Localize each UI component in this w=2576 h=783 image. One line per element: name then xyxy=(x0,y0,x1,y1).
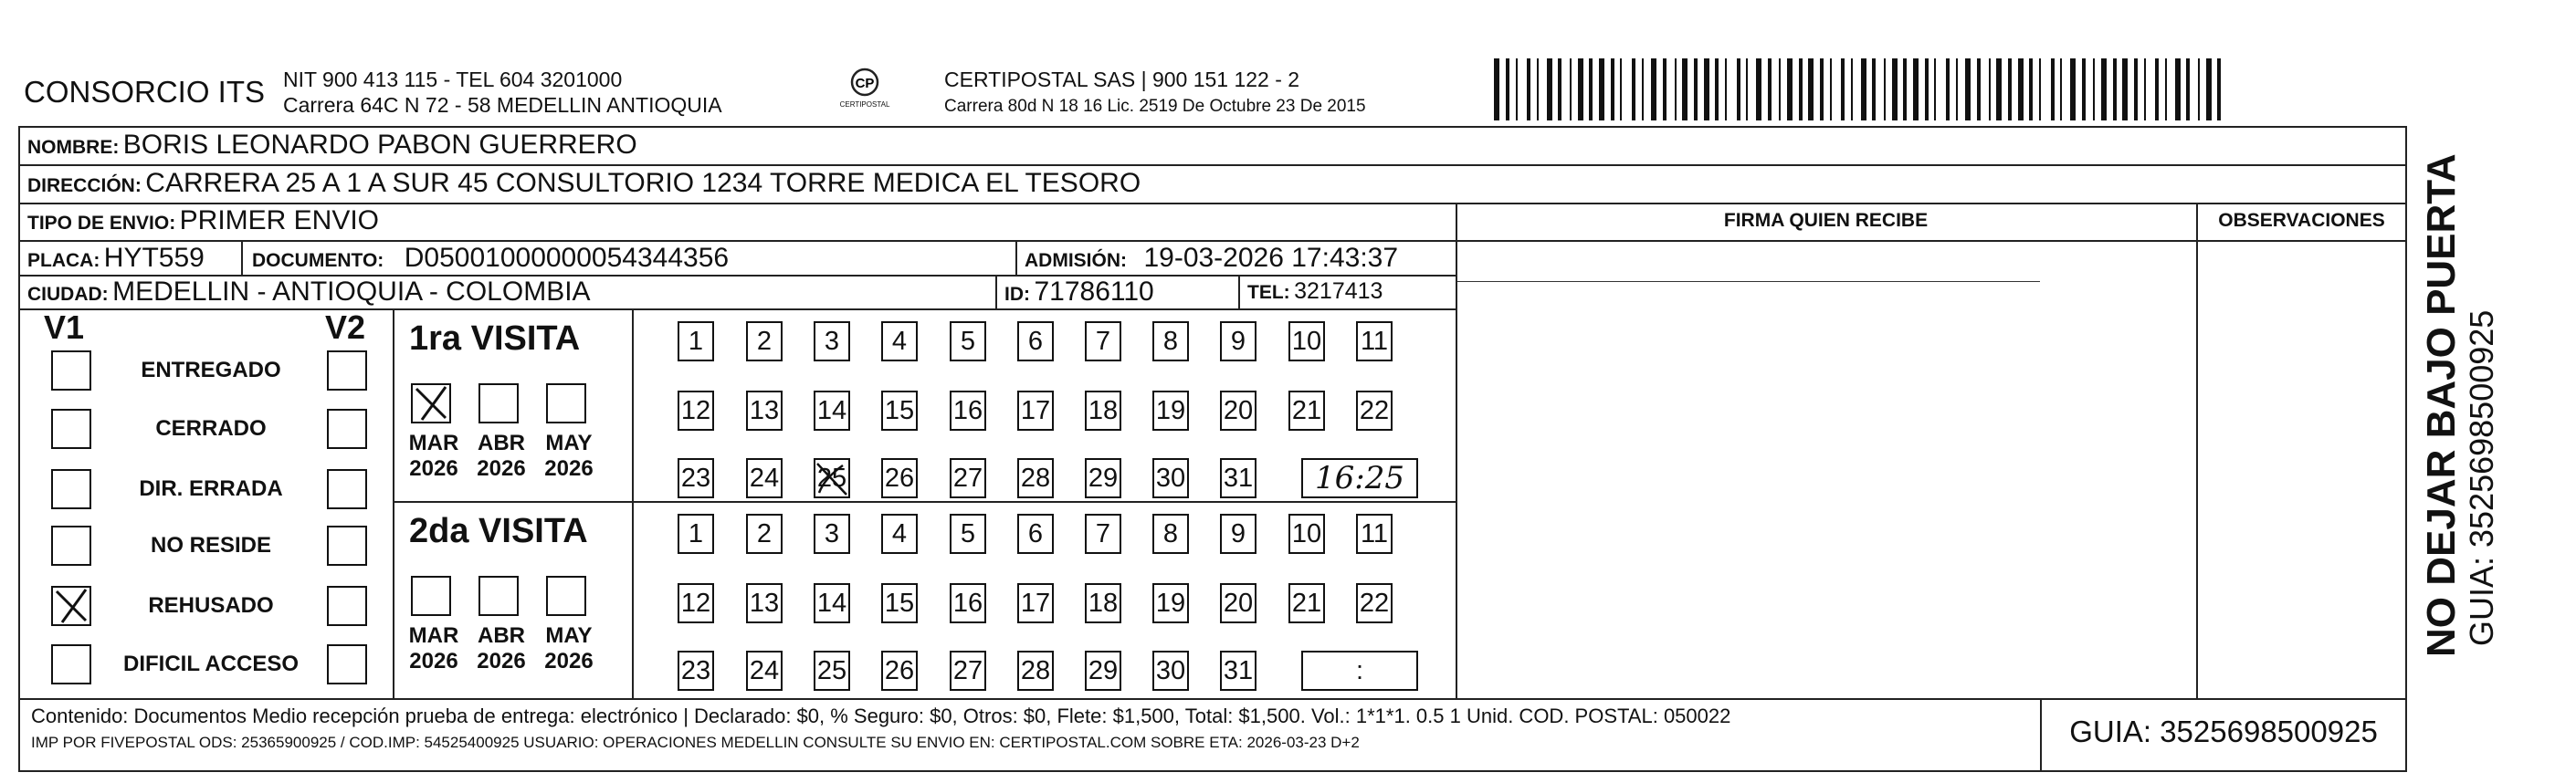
month-checkbox[interactable] xyxy=(546,576,586,616)
ciudad-value: MEDELLIN - ANTIOQUIA - COLOMBIA xyxy=(112,277,591,307)
month-year: 2026 xyxy=(477,649,526,673)
time-box[interactable]: : xyxy=(1301,651,1418,691)
day-box[interactable]: 3 xyxy=(814,321,850,361)
day-box[interactable]: 5 xyxy=(950,321,986,361)
tel-label: TEL: xyxy=(1247,282,1290,303)
status-label: NO RESIDE xyxy=(150,533,272,558)
v1-checkbox[interactable] xyxy=(51,350,91,391)
observaciones-header: OBSERVACIONES xyxy=(2218,210,2385,231)
placa-value: HYT559 xyxy=(103,243,205,273)
admision-label: ADMISIÓN: xyxy=(1025,250,1127,271)
id-label: ID: xyxy=(1004,284,1030,305)
v1-checkbox[interactable] xyxy=(51,586,91,626)
day-box[interactable]: 29 xyxy=(1085,458,1121,498)
day-box[interactable]: 30 xyxy=(1152,651,1189,691)
day-box[interactable]: 31 xyxy=(1220,458,1256,498)
month-year: 2026 xyxy=(409,649,458,673)
month-checkbox[interactable] xyxy=(411,576,451,616)
tipo-row xyxy=(27,205,379,236)
footer-guia: GUIA: 3525698500925 xyxy=(2069,715,2378,748)
day-box[interactable]: 4 xyxy=(881,321,918,361)
day-box[interactable]: 2 xyxy=(746,514,783,554)
day-box[interactable]: 30 xyxy=(1152,458,1189,498)
ciudad-field xyxy=(27,277,591,308)
day-box[interactable]: 27 xyxy=(950,458,986,498)
v2-checkbox[interactable] xyxy=(327,409,367,449)
month-year: 2026 xyxy=(544,456,594,481)
day-box[interactable]: 16 xyxy=(950,583,986,623)
day-box[interactable]: 14 xyxy=(814,391,850,431)
month-year: 2026 xyxy=(409,456,458,481)
side-line1: NO DEJAR BAJO PUERTA xyxy=(2419,153,2464,657)
ciudad-label: CIUDAD: xyxy=(27,284,109,305)
time-box[interactable]: 16:25 xyxy=(1301,458,1418,498)
day-box[interactable]: 25 xyxy=(814,458,850,498)
day-box[interactable]: 10 xyxy=(1288,321,1325,361)
month-label xyxy=(537,431,601,482)
firma-header: FIRMA QUIEN RECIBE xyxy=(1723,210,1929,231)
day-box[interactable]: 26 xyxy=(881,458,918,498)
tipo-value: PRIMER ENVIO xyxy=(179,205,380,235)
footer-contenido: Contenido: Documentos Medio recepción prueba de entrega: electrónico | Declarado: $0, % Seguro: $0, Otros: $0, Flete: $1,500, Total: $1,500. Vol.: 1*1*1. 0.5 1 Unid. COD. POSTAL: 050022 xyxy=(31,705,1731,727)
day-box[interactable]: 24 xyxy=(746,651,783,691)
carrier-logo xyxy=(833,66,897,113)
carrier-name: CERTIPOSTAL SAS | 900 151 122 - 2 xyxy=(944,68,1300,91)
day-box[interactable]: 2 xyxy=(746,321,783,361)
v1-checkbox[interactable] xyxy=(51,469,91,509)
day-box[interactable]: 3 xyxy=(814,514,850,554)
day-box[interactable]: 22 xyxy=(1356,583,1393,623)
status-label: CERRADO xyxy=(155,416,267,441)
month-checkbox[interactable] xyxy=(546,383,586,423)
visit-title: 1ra VISITA xyxy=(409,319,581,358)
month-label xyxy=(402,623,466,674)
month-label xyxy=(469,623,533,674)
direccion-label: DIRECCIÓN: xyxy=(27,175,142,196)
v1-checkbox[interactable] xyxy=(51,644,91,684)
day-box[interactable]: 1 xyxy=(678,514,714,554)
v2-header: V2 xyxy=(325,308,366,346)
month-label xyxy=(469,431,533,482)
v2-checkbox[interactable] xyxy=(327,350,367,391)
nombre-row xyxy=(27,130,637,161)
visit-title: 2da VISITA xyxy=(409,512,588,550)
day-box[interactable]: 11 xyxy=(1356,514,1393,554)
side-line2: GUIA: 3525698500925 xyxy=(2463,309,2500,646)
month-name: MAR xyxy=(408,431,459,455)
admision-value: 19-03-2026 17:43:37 xyxy=(1143,243,1399,273)
month-checkbox[interactable] xyxy=(478,576,519,616)
admision-field xyxy=(1025,243,1398,274)
v2-checkbox[interactable] xyxy=(327,469,367,509)
direccion-row xyxy=(27,168,1141,199)
month-label xyxy=(402,431,466,482)
tel-value: 3217413 xyxy=(1294,278,1383,304)
documento-label: DOCUMENTO: xyxy=(252,250,384,271)
status-label: ENTREGADO xyxy=(141,358,281,382)
placa-label: PLACA: xyxy=(27,250,100,271)
day-box[interactable]: 7 xyxy=(1085,321,1121,361)
status-label: REHUSADO xyxy=(148,593,274,618)
nombre-value: BORIS LEONARDO PABON GUERRERO xyxy=(122,130,637,160)
day-box[interactable]: 1 xyxy=(678,321,714,361)
day-box[interactable]: 17 xyxy=(1017,583,1054,623)
carrier-logo-text: CERTIPOSTAL xyxy=(839,100,890,109)
sender-address: Carrera 64C N 72 - 58 MEDELLIN ANTIOQUIA xyxy=(283,93,722,117)
day-box[interactable]: 23 xyxy=(678,458,714,498)
tel-field xyxy=(1247,278,1383,305)
footer-imp: IMP POR FIVEPOSTAL ODS: 25365900925 / COD.IMP: 54525400925 USUARIO: OPERACIONES MEDELLIN CONSULTE SU ENVIO EN: CERTIPOSTAL.COM SOBRE ETA: 2026-03-23 D+2 xyxy=(31,734,1360,751)
day-box[interactable]: 19 xyxy=(1152,583,1189,623)
documento-field xyxy=(252,243,729,274)
day-box[interactable]: 31 xyxy=(1220,651,1256,691)
month-label xyxy=(537,623,601,674)
day-box[interactable]: 23 xyxy=(678,651,714,691)
month-name: MAY xyxy=(545,623,593,648)
sender-name: CONSORCIO ITS xyxy=(24,75,266,109)
day-box[interactable]: 18 xyxy=(1085,583,1121,623)
status-label: DIFICIL ACCESO xyxy=(122,652,299,676)
svg-text:CP: CP xyxy=(855,76,875,91)
day-box[interactable]: 12 xyxy=(678,583,714,623)
day-box[interactable]: 12 xyxy=(678,391,714,431)
day-box[interactable]: 18 xyxy=(1085,391,1121,431)
month-checkbox[interactable] xyxy=(411,383,451,423)
side-warning xyxy=(2420,146,2500,657)
day-box[interactable]: 16 xyxy=(950,391,986,431)
day-box[interactable]: 17 xyxy=(1017,391,1054,431)
day-box[interactable]: 13 xyxy=(746,583,783,623)
carrier-license: Carrera 80d N 18 16 Lic. 2519 De Octubre 23 De 2015 xyxy=(944,97,1366,116)
day-box[interactable]: 7 xyxy=(1085,514,1121,554)
day-box[interactable]: 9 xyxy=(1220,514,1256,554)
v2-checkbox[interactable] xyxy=(327,586,367,626)
day-box[interactable]: 10 xyxy=(1288,514,1325,554)
day-box[interactable]: 21 xyxy=(1288,391,1325,431)
barcode xyxy=(1494,58,2226,120)
documento-value: D05001000000054344356 xyxy=(404,243,730,273)
day-box[interactable]: 25 xyxy=(814,651,850,691)
day-box[interactable]: 4 xyxy=(881,514,918,554)
day-box[interactable]: 14 xyxy=(814,583,850,623)
day-box[interactable]: 6 xyxy=(1017,514,1054,554)
v2-checkbox[interactable] xyxy=(327,644,367,684)
id-field xyxy=(1004,277,1154,308)
day-box[interactable]: 8 xyxy=(1152,514,1189,554)
month-name: ABR xyxy=(478,431,525,455)
day-box[interactable]: 27 xyxy=(950,651,986,691)
day-box[interactable]: 13 xyxy=(746,391,783,431)
id-value: 71786110 xyxy=(1034,277,1154,307)
day-box[interactable]: 21 xyxy=(1288,583,1325,623)
day-box[interactable]: 24 xyxy=(746,458,783,498)
month-name: MAY xyxy=(545,431,593,455)
month-name: MAR xyxy=(408,623,459,648)
tipo-label: TIPO DE ENVIO: xyxy=(27,213,176,234)
day-box[interactable]: 11 xyxy=(1356,321,1393,361)
day-box[interactable]: 28 xyxy=(1017,651,1054,691)
month-checkbox[interactable] xyxy=(478,383,519,423)
v2-checkbox[interactable] xyxy=(327,526,367,566)
v1-checkbox[interactable] xyxy=(51,409,91,449)
v1-checkbox[interactable] xyxy=(51,526,91,566)
day-box[interactable]: 15 xyxy=(881,583,918,623)
nombre-label: NOMBRE: xyxy=(27,137,120,158)
day-box[interactable]: 28 xyxy=(1017,458,1054,498)
day-box[interactable]: 29 xyxy=(1085,651,1121,691)
day-box[interactable]: 22 xyxy=(1356,391,1393,431)
day-box[interactable]: 6 xyxy=(1017,321,1054,361)
day-box[interactable]: 9 xyxy=(1220,321,1256,361)
day-box[interactable]: 26 xyxy=(881,651,918,691)
day-box[interactable]: 20 xyxy=(1220,391,1256,431)
month-name: ABR xyxy=(478,623,525,648)
day-box[interactable]: 19 xyxy=(1152,391,1189,431)
sender-nit: NIT 900 413 115 - TEL 604 3201000 xyxy=(283,68,623,91)
day-box[interactable]: 20 xyxy=(1220,583,1256,623)
placa-field xyxy=(27,243,205,274)
month-year: 2026 xyxy=(544,649,594,673)
direccion-value: CARRERA 25 A 1 A SUR 45 CONSULTORIO 1234 TORRE MEDICA EL TESORO xyxy=(145,168,1141,198)
day-box[interactable]: 8 xyxy=(1152,321,1189,361)
v1-header: V1 xyxy=(44,308,85,346)
day-box[interactable]: 5 xyxy=(950,514,986,554)
month-year: 2026 xyxy=(477,456,526,481)
day-box[interactable]: 15 xyxy=(881,391,918,431)
status-label: DIR. ERRADA xyxy=(139,476,283,501)
